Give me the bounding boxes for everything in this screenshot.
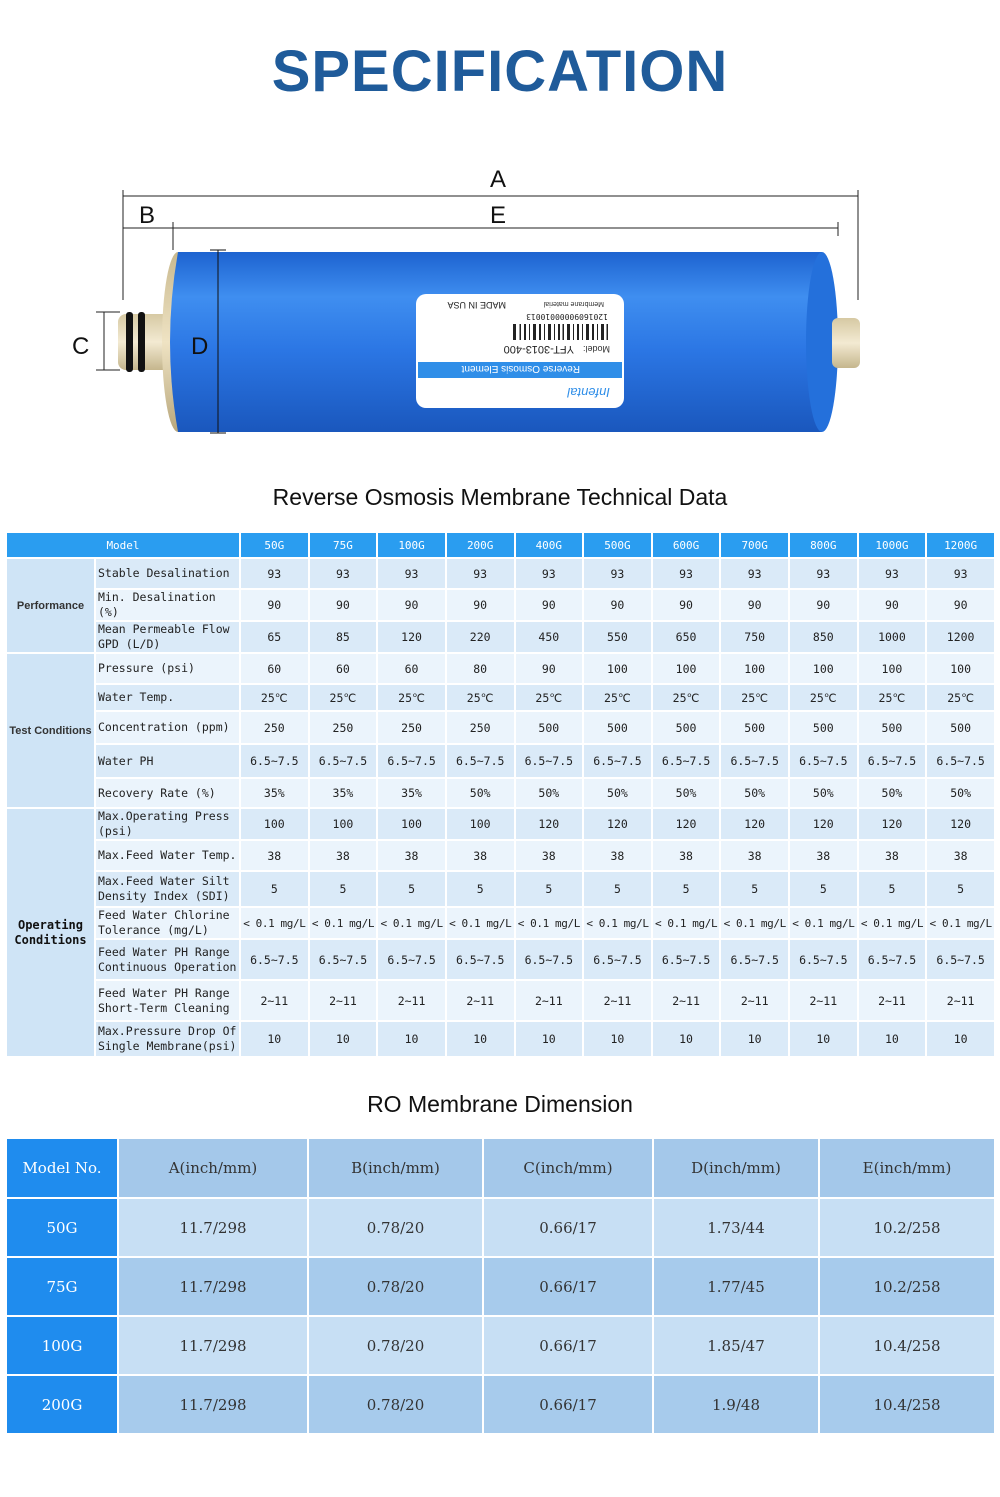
table-cell: 0.78/20	[308, 1198, 483, 1257]
table-cell: 90	[720, 589, 789, 621]
table-cell: 5	[377, 871, 446, 907]
table-row	[6, 589, 995, 621]
model-column-header: 800G	[789, 532, 858, 558]
table-cell: 2~11	[720, 980, 789, 1021]
table-cell: 6.5~7.5	[652, 744, 721, 778]
table-cell: 25℃	[377, 684, 446, 711]
table-cell: < 0.1 mg/L	[377, 907, 446, 939]
table-cell: 5	[652, 871, 721, 907]
model-column-header: 200G	[446, 532, 515, 558]
table-cell: 100	[240, 808, 309, 840]
table-cell: 0.78/20	[308, 1375, 483, 1434]
table-cell: 38	[515, 840, 584, 871]
table-cell: 38	[240, 840, 309, 871]
tech-header-row	[6, 532, 995, 558]
model-column-header: 75G	[309, 532, 378, 558]
model-column-header: 1200G	[926, 532, 995, 558]
table-row	[6, 558, 995, 589]
table-cell: 120	[583, 808, 652, 840]
table-cell: 2~11	[377, 980, 446, 1021]
table-cell: 38	[446, 840, 515, 871]
table-cell: 2~11	[240, 980, 309, 1021]
dimension-header: C(inch/mm)	[483, 1138, 653, 1198]
table-cell: 10	[789, 1021, 858, 1057]
table-cell: 38	[926, 840, 995, 871]
parameter-label: Max.Feed Water Silt Density Index (SDI)	[95, 871, 240, 907]
table-cell: 90	[858, 589, 927, 621]
table-cell: 0.66/17	[483, 1198, 653, 1257]
table-cell: 6.5~7.5	[446, 939, 515, 980]
table-cell: 25℃	[858, 684, 927, 711]
table-cell: < 0.1 mg/L	[309, 907, 378, 939]
model-column-header: 700G	[720, 532, 789, 558]
svg-text:Infental: Infental	[567, 385, 610, 400]
dimension-letter-d: D	[191, 333, 209, 360]
model-header: Model	[6, 532, 240, 558]
table-row	[6, 1257, 995, 1316]
model-cell: 75G	[6, 1257, 118, 1316]
dimension-header: B(inch/mm)	[308, 1138, 483, 1198]
model-column-header: 50G	[240, 532, 309, 558]
outlet-pipe	[832, 318, 860, 368]
table-cell: 0.78/20	[308, 1257, 483, 1316]
table-row	[6, 980, 995, 1021]
table-cell: 6.5~7.5	[858, 744, 927, 778]
table-cell: 10.2/258	[819, 1198, 995, 1257]
table-cell: 2~11	[515, 980, 584, 1021]
table-cell: 100	[377, 808, 446, 840]
table-cell: 11.7/298	[118, 1316, 308, 1375]
table-cell: 1.9/48	[653, 1375, 819, 1434]
table-cell: < 0.1 mg/L	[926, 907, 995, 939]
table-cell: 6.5~7.5	[926, 744, 995, 778]
table-cell: 100	[446, 808, 515, 840]
table-cell: 10	[926, 1021, 995, 1057]
category-label: Operating Conditions	[6, 808, 95, 1057]
table-cell: 100	[926, 653, 995, 684]
parameter-label: Water PH	[95, 744, 240, 778]
table-cell: 500	[515, 711, 584, 744]
table-cell: 6.5~7.5	[309, 939, 378, 980]
svg-text:12016090000010013: 12016090000010013	[526, 312, 608, 321]
table-row	[6, 840, 995, 871]
table-row	[6, 653, 995, 684]
svg-text:Membrane material: Membrane material	[543, 300, 604, 307]
table-cell: 5	[858, 871, 927, 907]
model-cell: 200G	[6, 1375, 118, 1434]
table-cell: 25℃	[515, 684, 584, 711]
table-cell: 750	[720, 621, 789, 653]
table-cell: 6.5~7.5	[720, 939, 789, 980]
table-cell: 25℃	[583, 684, 652, 711]
table-cell: 100	[583, 653, 652, 684]
table-cell: 5	[515, 871, 584, 907]
model-cell: 50G	[6, 1198, 118, 1257]
table-cell: 2~11	[926, 980, 995, 1021]
table-cell: 90	[377, 589, 446, 621]
table-cell: 100	[858, 653, 927, 684]
table-cell: 100	[789, 653, 858, 684]
table-cell: 6.5~7.5	[789, 939, 858, 980]
parameter-label: Recovery Rate (%)	[95, 778, 240, 808]
table-cell: < 0.1 mg/L	[720, 907, 789, 939]
table-cell: 5	[583, 871, 652, 907]
table-cell: 2~11	[789, 980, 858, 1021]
parameter-label: Pressure (psi)	[95, 653, 240, 684]
table-cell: 2~11	[446, 980, 515, 1021]
table-cell: 38	[377, 840, 446, 871]
table-cell: 38	[720, 840, 789, 871]
parameter-label: Concentration (ppm)	[95, 711, 240, 744]
table-cell: 120	[652, 808, 721, 840]
table-cell: 500	[858, 711, 927, 744]
table-cell: 6.5~7.5	[515, 939, 584, 980]
svg-text:YFT-3013-400: YFT-3013-400	[503, 343, 574, 355]
table-cell: 60	[377, 653, 446, 684]
model-cell: 100G	[6, 1316, 118, 1375]
table-cell: 450	[515, 621, 584, 653]
table-cell: 2~11	[652, 980, 721, 1021]
table-cell: 38	[652, 840, 721, 871]
category-label: Performance	[6, 558, 95, 653]
table-cell: 50%	[720, 778, 789, 808]
table-cell: 93	[583, 558, 652, 589]
table-cell: 10	[720, 1021, 789, 1057]
table-cell: 6.5~7.5	[926, 939, 995, 980]
dimension-header: A(inch/mm)	[118, 1138, 308, 1198]
product-label	[416, 294, 624, 408]
dimension-letter-e: E	[490, 202, 507, 229]
table-cell: 38	[858, 840, 927, 871]
table-cell: 6.5~7.5	[240, 744, 309, 778]
table-cell: 50%	[446, 778, 515, 808]
table-cell: 10.2/258	[819, 1257, 995, 1316]
table-cell: 250	[309, 711, 378, 744]
table-cell: < 0.1 mg/L	[652, 907, 721, 939]
table-cell: 6.5~7.5	[858, 939, 927, 980]
table-row	[6, 744, 995, 778]
table-row	[6, 907, 995, 939]
table-cell: 220	[446, 621, 515, 653]
table-cell: 93	[720, 558, 789, 589]
table-row	[6, 1198, 995, 1257]
table-cell: 50%	[515, 778, 584, 808]
table-cell: 50%	[858, 778, 927, 808]
table-cell: 5	[240, 871, 309, 907]
table-cell: 93	[858, 558, 927, 589]
table-cell: 25℃	[789, 684, 858, 711]
table-cell: 250	[446, 711, 515, 744]
table-cell: 10	[309, 1021, 378, 1057]
table-cell: 500	[652, 711, 721, 744]
table-cell: 85	[309, 621, 378, 653]
page-title: SPECIFICATION	[271, 39, 729, 104]
table-cell: 120	[377, 621, 446, 653]
table-cell: 550	[583, 621, 652, 653]
dimension-header-row	[6, 1138, 995, 1198]
table-cell: 6.5~7.5	[377, 939, 446, 980]
table-cell: 850	[789, 621, 858, 653]
svg-text:Reverse Osmosis Element: Reverse Osmosis Element	[461, 363, 580, 374]
table-cell: 50%	[789, 778, 858, 808]
parameter-label: Max.Pressure Drop Of Single Membrane(psi)	[95, 1021, 240, 1057]
table-cell: 2~11	[309, 980, 378, 1021]
table-cell: 650	[652, 621, 721, 653]
table-cell: 10	[515, 1021, 584, 1057]
table-cell: 6.5~7.5	[515, 744, 584, 778]
table-cell: 93	[309, 558, 378, 589]
table-cell: 100	[652, 653, 721, 684]
dimension-heading: RO Membrane Dimension	[367, 1091, 633, 1117]
table-cell: 90	[789, 589, 858, 621]
table-cell: 93	[377, 558, 446, 589]
table-cell: 500	[789, 711, 858, 744]
table-cell: 10	[446, 1021, 515, 1057]
table-cell: 90	[652, 589, 721, 621]
table-cell: 6.5~7.5	[583, 744, 652, 778]
table-cell: 25℃	[446, 684, 515, 711]
table-cell: 35%	[309, 778, 378, 808]
table-cell: 120	[926, 808, 995, 840]
table-cell: 2~11	[858, 980, 927, 1021]
table-cell: 120	[720, 808, 789, 840]
table-cell: 11.7/298	[118, 1375, 308, 1434]
technical-data-table	[5, 531, 996, 1058]
table-cell: < 0.1 mg/L	[583, 907, 652, 939]
table-cell: 0.66/17	[483, 1316, 653, 1375]
table-cell: 6.5~7.5	[377, 744, 446, 778]
table-cell: 6.5~7.5	[446, 744, 515, 778]
model-column-header: 400G	[515, 532, 584, 558]
table-cell: 11.7/298	[118, 1198, 308, 1257]
parameter-label: Mean Permeable Flow GPD (L/D)	[95, 621, 240, 653]
table-cell: 2~11	[583, 980, 652, 1021]
table-cell: 50%	[926, 778, 995, 808]
dimension-header: D(inch/mm)	[653, 1138, 819, 1198]
parameter-label: Max.Feed Water Temp.	[95, 840, 240, 871]
table-cell: 500	[720, 711, 789, 744]
table-cell: < 0.1 mg/L	[858, 907, 927, 939]
table-cell: 5	[309, 871, 378, 907]
table-cell: 10	[377, 1021, 446, 1057]
table-cell: 100	[720, 653, 789, 684]
table-cell: 5	[926, 871, 995, 907]
table-cell: 10.4/258	[819, 1316, 995, 1375]
table-row	[6, 621, 995, 653]
table-cell: 60	[240, 653, 309, 684]
dimension-header: E(inch/mm)	[819, 1138, 995, 1198]
table-cell: 93	[515, 558, 584, 589]
table-cell: 10.4/258	[819, 1375, 995, 1434]
table-cell: < 0.1 mg/L	[446, 907, 515, 939]
table-cell: 25℃	[720, 684, 789, 711]
table-cell: 25℃	[652, 684, 721, 711]
model-column-header: 500G	[583, 532, 652, 558]
table-cell: 90	[240, 589, 309, 621]
table-cell: 1.77/45	[653, 1257, 819, 1316]
dimension-letter-c: C	[72, 333, 90, 360]
parameter-label: Feed Water PH Range Short-Term Cleaning	[95, 980, 240, 1021]
table-cell: 35%	[377, 778, 446, 808]
table-cell: 90	[515, 653, 584, 684]
table-cell: 90	[515, 589, 584, 621]
table-cell: 65	[240, 621, 309, 653]
table-cell: 50%	[652, 778, 721, 808]
table-cell: 120	[858, 808, 927, 840]
tech-data-heading: Reverse Osmosis Membrane Technical Data	[272, 484, 728, 510]
dimension-table	[5, 1137, 996, 1435]
table-row	[6, 1375, 995, 1434]
dimension-letter-a: A	[490, 166, 507, 193]
table-cell: < 0.1 mg/L	[789, 907, 858, 939]
table-cell: 500	[583, 711, 652, 744]
table-cell: 6.5~7.5	[789, 744, 858, 778]
table-cell: 0.66/17	[483, 1375, 653, 1434]
table-cell: 80	[446, 653, 515, 684]
svg-text:MADE IN USA: MADE IN USA	[447, 300, 506, 310]
table-cell: 0.66/17	[483, 1257, 653, 1316]
table-cell: 120	[515, 808, 584, 840]
table-row	[6, 1021, 995, 1057]
table-cell: 120	[789, 808, 858, 840]
table-cell: 5	[720, 871, 789, 907]
svg-text:Model:: Model:	[582, 344, 610, 354]
model-column-header: 100G	[377, 532, 446, 558]
dimension-letter-b: B	[139, 202, 156, 229]
table-row	[6, 939, 995, 980]
table-cell: 25℃	[240, 684, 309, 711]
table-row	[6, 1316, 995, 1375]
table-cell: 6.5~7.5	[652, 939, 721, 980]
table-cell: 6.5~7.5	[240, 939, 309, 980]
table-cell: 100	[309, 808, 378, 840]
table-cell: 25℃	[926, 684, 995, 711]
table-row	[6, 808, 995, 840]
parameter-label: Min. Desalination (%)	[95, 589, 240, 621]
model-column-header: 600G	[652, 532, 721, 558]
table-cell: 11.7/298	[118, 1257, 308, 1316]
table-cell: 90	[583, 589, 652, 621]
category-label: Test Conditions	[6, 653, 95, 808]
table-cell: 5	[789, 871, 858, 907]
table-cell: 250	[377, 711, 446, 744]
table-cell: 38	[789, 840, 858, 871]
table-cell: 38	[583, 840, 652, 871]
table-cell: 38	[309, 840, 378, 871]
parameter-label: Stable Desalination	[95, 558, 240, 589]
model-column-header: 1000G	[858, 532, 927, 558]
table-cell: 90	[926, 589, 995, 621]
table-row	[6, 871, 995, 907]
table-cell: < 0.1 mg/L	[515, 907, 584, 939]
table-cell: 6.5~7.5	[309, 744, 378, 778]
table-cell: 90	[309, 589, 378, 621]
table-cell: 93	[446, 558, 515, 589]
table-cell: 1200	[926, 621, 995, 653]
table-row	[6, 778, 995, 808]
table-cell: 93	[652, 558, 721, 589]
table-cell: 1.85/47	[653, 1316, 819, 1375]
table-cell: 60	[309, 653, 378, 684]
parameter-label: Feed Water Chlorine Tolerance (mg/L)	[95, 907, 240, 939]
table-cell: 6.5~7.5	[720, 744, 789, 778]
table-cell: 10	[858, 1021, 927, 1057]
dimension-header: Model No.	[6, 1138, 118, 1198]
table-cell: 250	[240, 711, 309, 744]
table-cell: 35%	[240, 778, 309, 808]
table-cell: 10	[583, 1021, 652, 1057]
table-row	[6, 711, 995, 744]
table-cell: 500	[926, 711, 995, 744]
table-cell: 93	[240, 558, 309, 589]
table-cell: 5	[446, 871, 515, 907]
table-cell: 25℃	[309, 684, 378, 711]
table-cell: 0.78/20	[308, 1316, 483, 1375]
table-cell: 93	[926, 558, 995, 589]
table-cell: 1.73/44	[653, 1198, 819, 1257]
table-cell: 10	[652, 1021, 721, 1057]
table-cell: 1000	[858, 621, 927, 653]
parameter-label: Max.Operating Press (psi)	[95, 808, 240, 840]
parameter-label: Feed Water PH Range Continuous Operation	[95, 939, 240, 980]
table-cell: 93	[789, 558, 858, 589]
table-cell: 90	[446, 589, 515, 621]
table-cell: 6.5~7.5	[583, 939, 652, 980]
table-row	[6, 684, 995, 711]
table-cell: 10	[240, 1021, 309, 1057]
parameter-label: Water Temp.	[95, 684, 240, 711]
table-cell: 50%	[583, 778, 652, 808]
table-cell: < 0.1 mg/L	[240, 907, 309, 939]
